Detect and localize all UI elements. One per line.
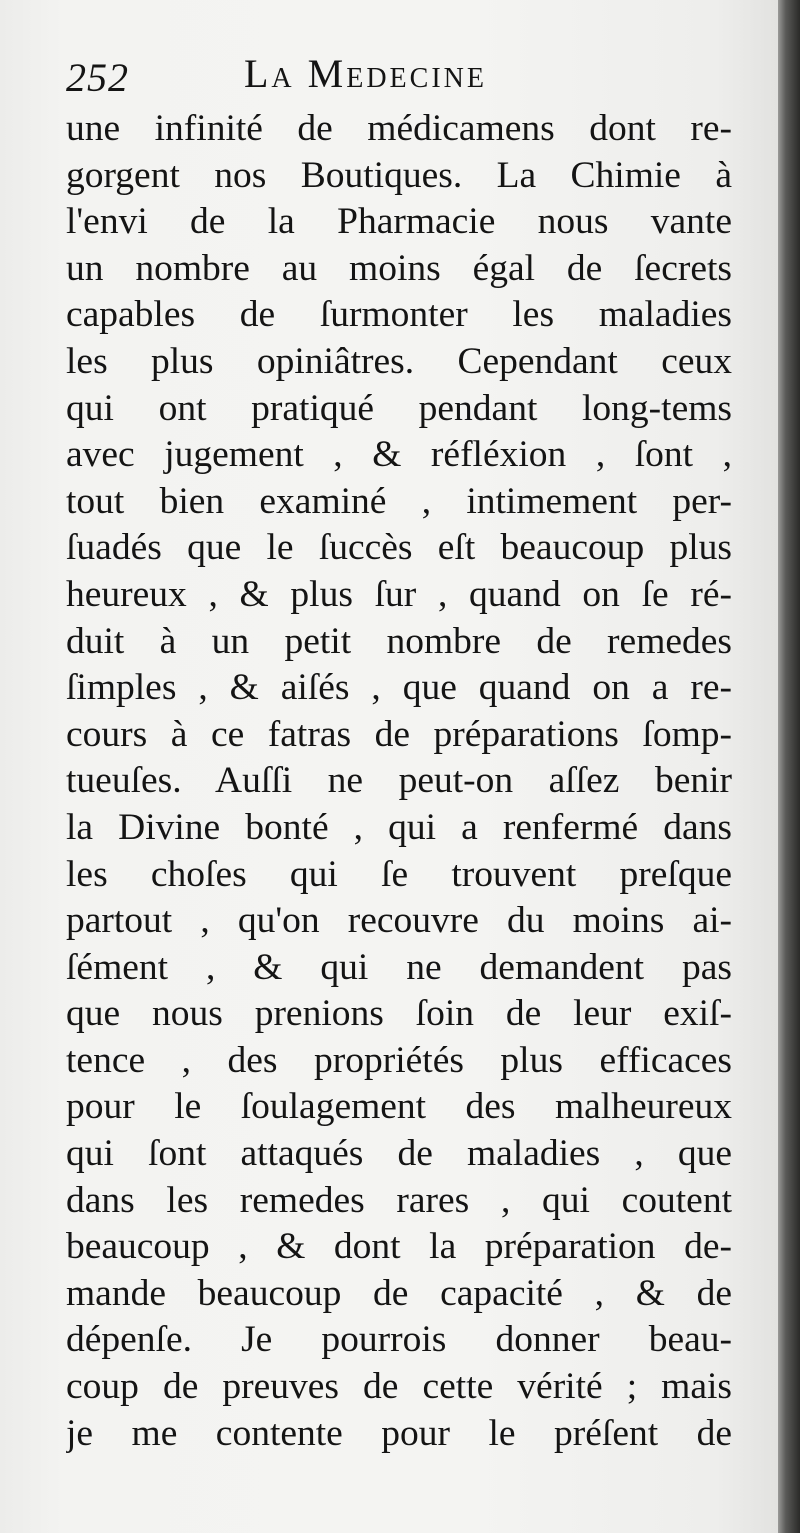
text-line: que nous prenions ſoin de leur exiſ- <box>66 993 732 1035</box>
text-line: je me contente pour le préſent de <box>66 1412 732 1454</box>
body-text <box>66 106 732 1457</box>
page-number: 252 <box>66 55 129 100</box>
text-line: pour le ſoulagement des malheureux <box>66 1086 732 1128</box>
text-line: avec jugement , & réfléxion , ſont , <box>66 434 732 476</box>
text-line: ſément , & qui ne demandent pas <box>66 946 732 988</box>
text-line: ſimples , & aiſés , que quand on a re- <box>66 667 732 709</box>
text-line: capables de ſurmonter les maladies <box>66 294 732 336</box>
text-line: un nombre au moins égal de ſecrets <box>66 247 732 289</box>
text-line: cours à ce fatras de préparations ſomp- <box>66 713 732 755</box>
text-line: beaucoup , & dont la préparation de- <box>66 1226 732 1268</box>
page-edge-shadow <box>778 0 800 1533</box>
text-line: dans les remedes rares , qui coutent <box>66 1179 732 1221</box>
text-line: tout bien examiné , intimement per- <box>66 480 732 522</box>
text-line: qui ſont attaqués de maladies , que <box>66 1133 732 1175</box>
page-header <box>66 50 726 102</box>
text-line: qui ont pratiqué pendant long-tems <box>66 387 732 429</box>
text-line: gorgent nos Boutiques. La Chimie à <box>66 154 732 196</box>
text-line: une infinité de médicamens dont re- <box>66 108 732 149</box>
text-line: les choſes qui ſe trouvent preſque <box>66 853 732 895</box>
text-line: coup de preuves de cette vérité ; mais <box>66 1366 732 1408</box>
text-line: les plus opiniâtres. Cependant ceux <box>66 340 732 382</box>
text-line: tueuſes. Auſſi ne peut-on aſſez benir <box>66 760 732 802</box>
text-line: mande beaucoup de capacité , & de <box>66 1272 732 1314</box>
text-line: dépenſe. Je pourrois donner beau- <box>66 1319 732 1361</box>
text-line: ſuadés que le ſuccès eſt beaucoup plus <box>66 527 732 569</box>
text-line: heureux , & plus ſur , quand on ſe ré- <box>66 573 732 615</box>
text-line: tence , des propriétés plus efficaces <box>66 1039 732 1081</box>
text-line: duit à un petit nombre de remedes <box>66 620 732 662</box>
text-line: l'envi de la Pharmacie nous vante <box>66 201 732 243</box>
text-line: la Divine bonté , qui a renfermé dans <box>66 806 732 848</box>
running-title: La Medecine <box>244 51 487 96</box>
text-line: partout , qu'on recouvre du moins ai- <box>66 900 732 942</box>
